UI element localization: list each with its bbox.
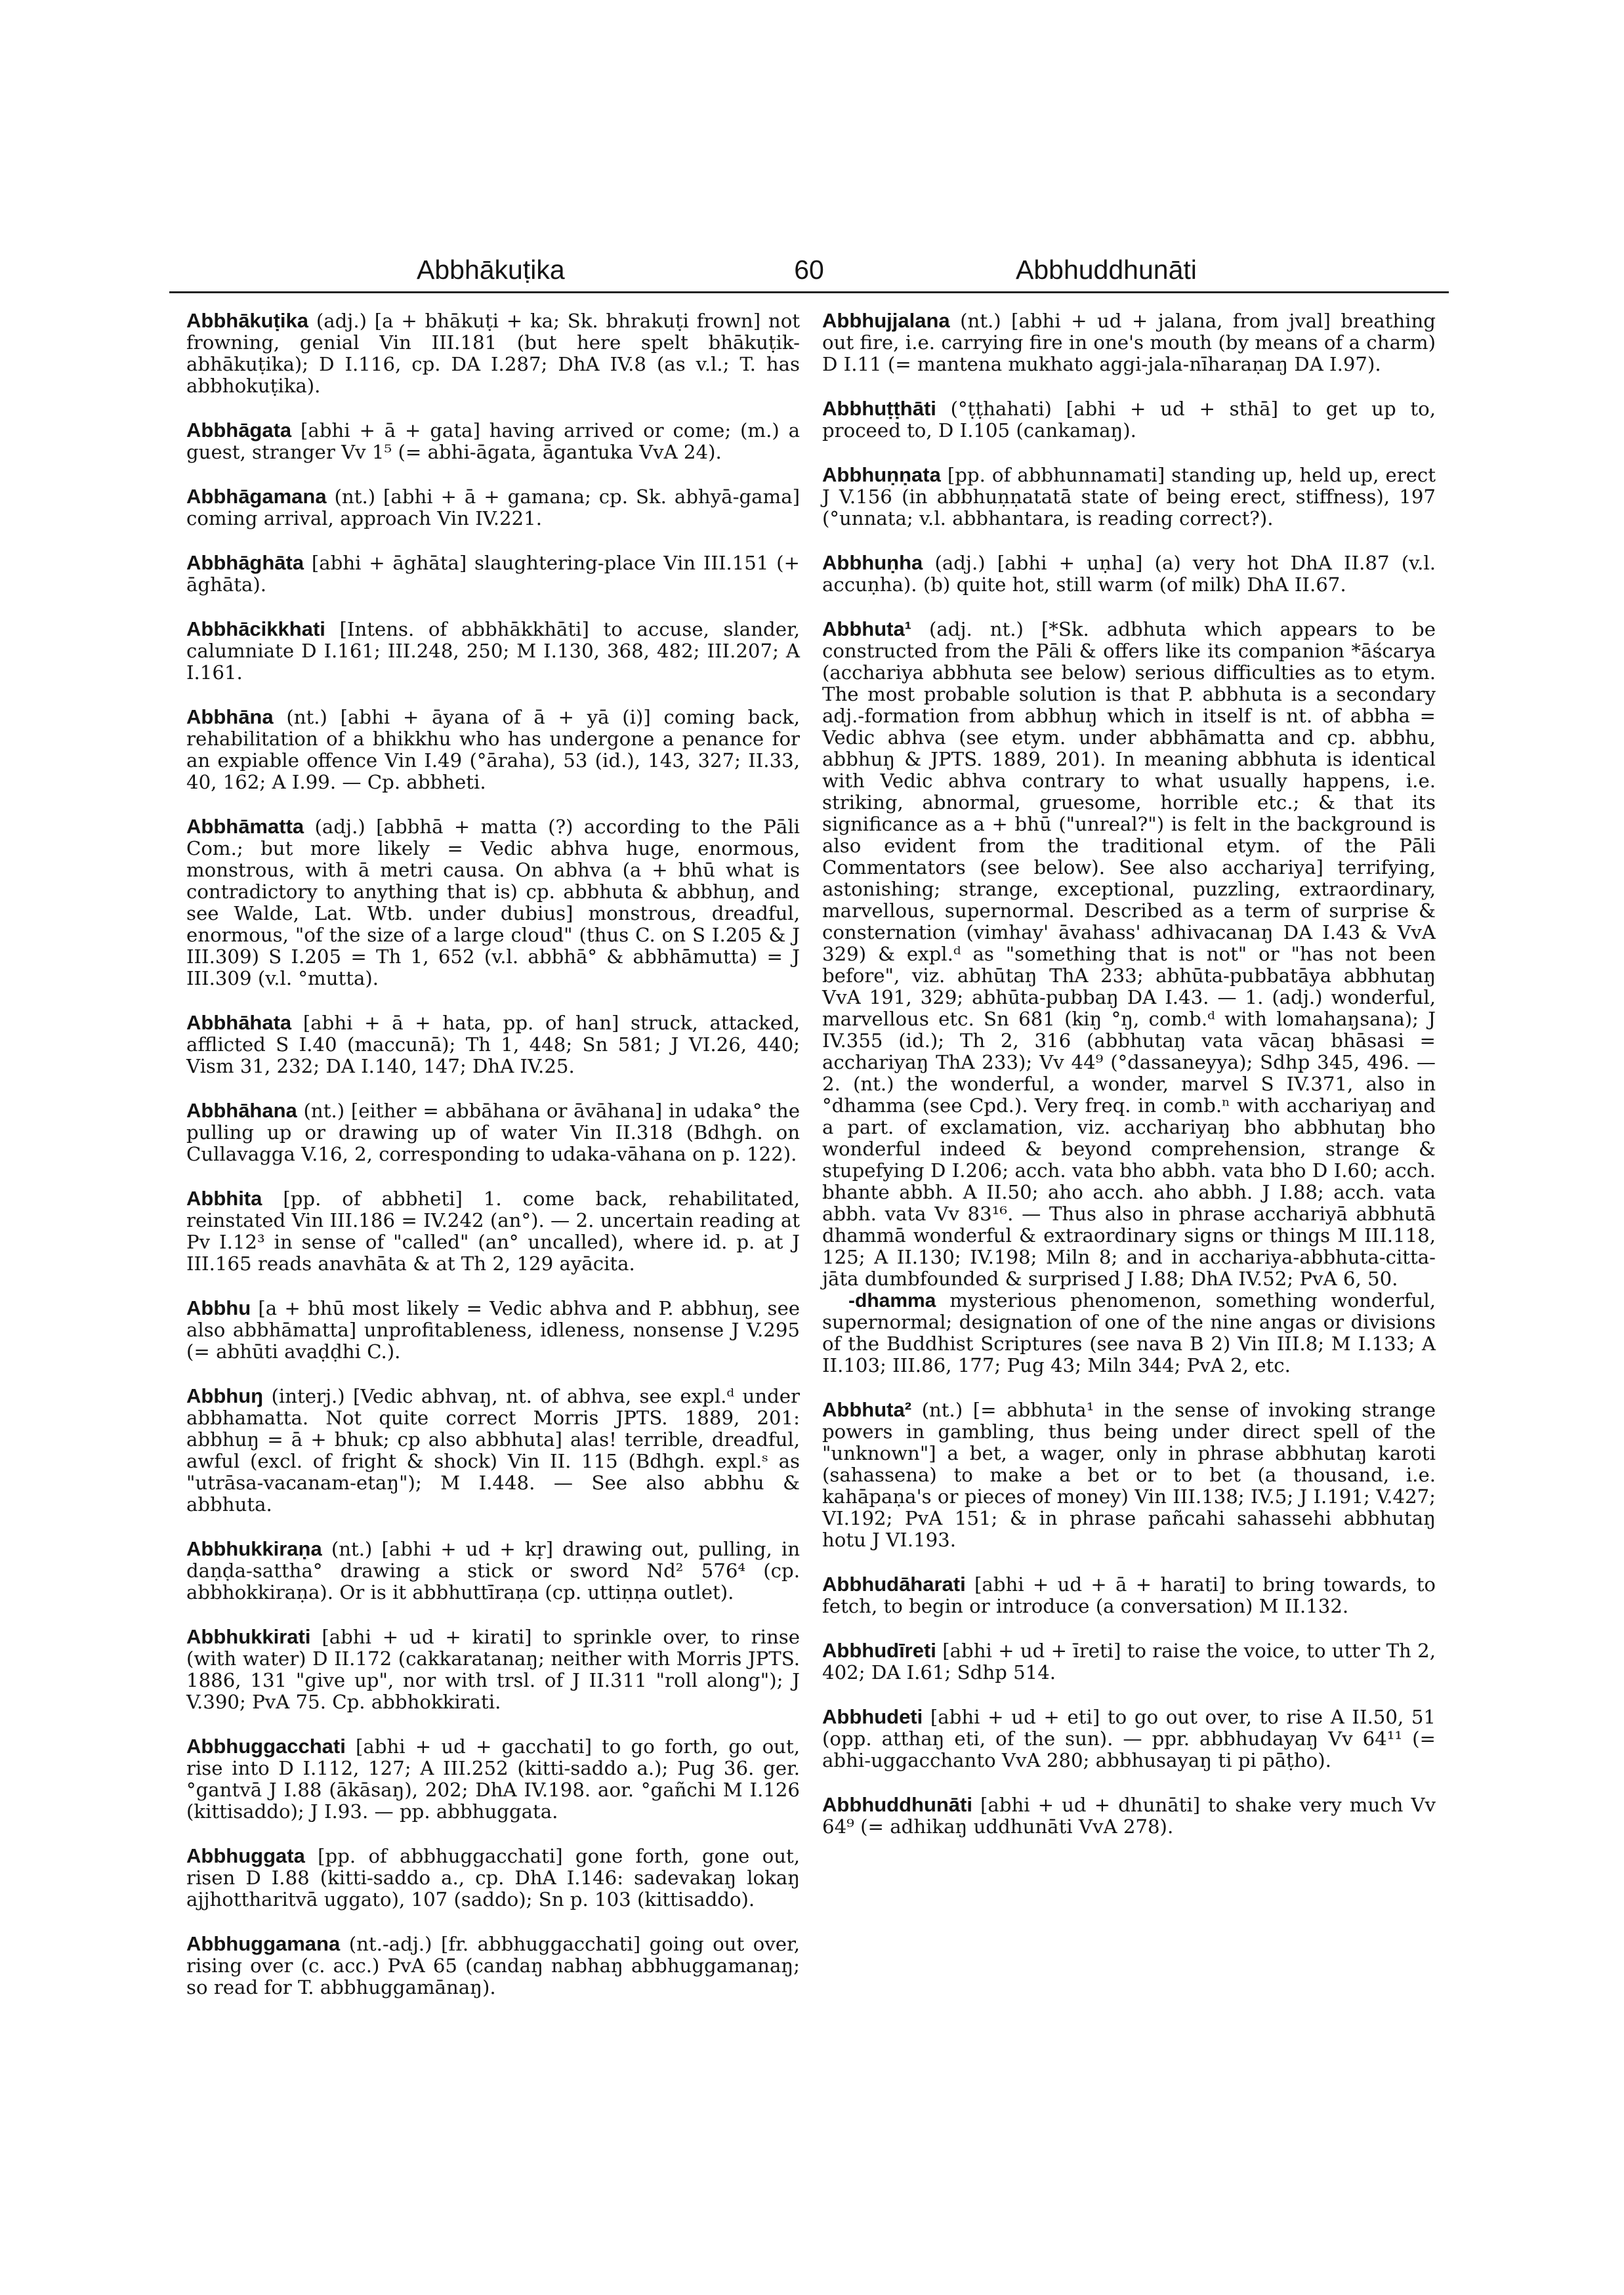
entry-headword: Abbhu [186, 1296, 251, 1319]
entry-text: mysterious phenomenon, something wonderful, supernormal; designation of one of the nine angas or divisions of the Buddhist Scriptures (see nava B 2) Vin III.8; M I.133; A II.103; III.86, 177; Pug 43; Miln 344; PvA 2, etc. [822, 1289, 1436, 1376]
entry-headword: Abbhāghāta [186, 551, 304, 574]
right-column [822, 310, 1436, 1860]
dictionary-entry [822, 398, 1436, 442]
entry-headword: Abbhudāharati [822, 1573, 966, 1596]
dictionary-entry [822, 552, 1436, 596]
entry-text: (nt.) [= abbhuta¹ in the sense of invoking strange powers in gambling, thus being under direct spell of the "unknown"] a bet, a wager, only in phrase abbhutaŋ karoti (sahassena) to make a bet or to bet (a thousand, i.e. kahāpaṇa's or pieces of money) Vin III.138; IV.5; J I.191; V.427; VI.192; PvA 151; & in phrase pañcahi sahassehi abbhutaŋ hotu J VI.193. [822, 1399, 1436, 1551]
entry-text: (nt.) [abhi + āyana of ā + yā (i)] coming back, rehabilitation of a bhikkhu who has undergone a penance for an expiable offence Vin I.49 (°āraha), 53 (id.), 143, 327; II.33, 40, 162; A I.99. — Cp. abbheti. [186, 706, 801, 793]
entry-text: [abhi + ud + kirati] to sprinkle over, to rinse (with water) D II.172 (cakkaratanaŋ; neither with Morris JPTS. 1886, 131 "give up", nor with trsl. of J II.311 "roll along"); J V.390; PvA 75. Cp. abbhokkirati. [186, 1626, 800, 1713]
dictionary-entry [822, 1399, 1436, 1551]
entry-headword: Abbhācikkhati [186, 617, 325, 640]
entry-text: [abhi + ud + ā + harati] to bring towards, to fetch, to begin or introduce (a conversation) M II.132. [822, 1573, 1436, 1617]
dictionary-entry [186, 1297, 800, 1363]
entry-headword: Abbhuṇṇata [822, 463, 941, 486]
entry-headword: Abbhukkirati [186, 1625, 311, 1648]
subentry-headword: -dhamma [848, 1290, 936, 1312]
entry-text: [abhi + ud + īreti] to raise the voice, to utter Th 2, 402; DA I.61; Sdhp 514. [822, 1640, 1436, 1684]
entry-headword: Abbhudīreti [822, 1639, 936, 1662]
dictionary-entry [186, 1626, 800, 1713]
dictionary-subentry [822, 1290, 1436, 1376]
entry-headword: Abbhāmatta [186, 815, 304, 838]
dictionary-entry [186, 1933, 800, 1998]
entry-text: [abhi + ā + hata, pp. of han] struck, attacked, afflicted S I.40 (maccunā); Th 1, 448; Sn 581; J VI.26, 440; Vism 31, 232; DA I.140, 147; DhA IV.25. [186, 1012, 801, 1077]
entry-headword: Abbhuṭṭhāti [822, 397, 936, 420]
dictionary-entry [186, 1845, 800, 1911]
dictionary-entry [822, 1573, 1436, 1617]
entry-text: [abhi + ud + gacchati] to go forth, go out, rise into D I.112, 127; A III.252 (kitti-saddo a.); Pug 36. ger. °gantvā J I.88 (ākāsaŋ), 202; DhA IV.198. aor. °gañchi M I.126 (kittisaddo); J I.93. — pp. abbhuggata. [186, 1735, 800, 1823]
dictionary-entry [822, 1794, 1436, 1838]
right-guide-word: Abbhuddhunāti [1016, 255, 1197, 285]
entry-text: (adj.) [abbhā + matta (?) according to the Pāli Com.; but more likely = Vedic abhva huge, enormous, monstrous, with ā metri causa. On abhva (a + bhū what is contradictory to anything that is) cp. abbhuta & abbhuŋ, and see Walde, Lat. Wtb. under dubius] monstrous, dreadful, enormous, "of the size of a large cloud" (thus C. on S I.205 & J III.309) S I.205 = Th 1, 652 (v.l. abbhā° & abbhāmutta) = J III.309 (v.l. °mutta). [186, 816, 801, 989]
entry-text: [Intens. of abbhākkhāti] to accuse, slander, calumniate D I.161; III.248, 250; M I.130, 368, 482; III.207; A I.161. [186, 618, 800, 684]
dictionary-entry [186, 816, 800, 989]
dictionary-entry [186, 419, 800, 463]
entry-text: [pp. of abbhunnamati] standing up, held up, erect J V.156 (in abbhuṇṇatatā state of being erect, stiffness), 197 (°unnata; v.l. abbhantara, is reading correct?). [822, 464, 1436, 529]
dictionary-entry [186, 552, 800, 596]
entry-text: (°ṭṭhahati) [abhi + ud + sthā] to get up to, proceed to, D I.105 (cankamaŋ). [822, 398, 1436, 442]
entry-headword: Abbhuggata [186, 1844, 305, 1867]
entry-text: (interj.) [Vedic abhvaŋ, nt. of abhva, see expl.ᵈ under abbhamatta. Not quite correct Morris JPTS. 1889, 201: abbhuŋ = ā + bhuk; cp also abbhuta] alas! terrible, dreadful, awful (excl. of fright & shock) Vin II. 115 (Bdhgh. expl.ˢ as "utrāsa-vacanam-etaŋ"); M I.448. — See also abbhu & abbhuta. [186, 1385, 800, 1516]
left-guide-word: Abbhākuṭika [417, 255, 565, 285]
dictionary-entry [822, 618, 1436, 1290]
entry-headword: Abbhuggamana [186, 1932, 341, 1955]
dictionary-entry [822, 464, 1436, 529]
entry-headword: Abbhuddhunāti [822, 1793, 972, 1816]
entry-headword: Abbhuṇha [822, 551, 923, 574]
dictionary-entry [186, 618, 800, 684]
dictionary-entry [822, 1706, 1436, 1771]
entry-headword: Abbhāhana [186, 1099, 297, 1122]
running-header [169, 255, 1449, 289]
entry-headword: Abbhita [186, 1187, 262, 1210]
dictionary-entry [186, 1735, 800, 1823]
dictionary-entry [822, 1640, 1436, 1684]
entry-text: [pp. of abbhuggacchati] gone forth, gone out, risen D I.88 (kitti-saddo a., cp. DhA I.146: sadevakaŋ lokaŋ ajjhottharitvā uggato), 107 (saddo); Sn p. 103 (kittisaddo). [186, 1845, 801, 1911]
dictionary-entry [186, 1100, 800, 1165]
left-column [186, 310, 800, 2021]
entry-text: (nt.-adj.) [fr. abbhuggacchati] going out over, rising over (c. acc.) PvA 65 (candaŋ nabhaŋ abbhuggamanaŋ; so read for T. abbhuggamānaŋ). [186, 1933, 800, 1998]
entry-text: [abhi + ā + gata] having arrived or come; (m.) a guest, stranger Vv 1⁵ (= abhi-āgata, āgantuka VvA 24). [186, 419, 800, 463]
entry-headword: Abbhukkiraṇa [186, 1537, 322, 1560]
entry-headword: Abbhāna [186, 705, 274, 728]
entry-headword: Abbhuggacchati [186, 1735, 346, 1758]
entry-text: [abhi + ud + eti] to go out over, to rise A II.50, 51 (opp. atthaŋ eti, of the sun). — ppr. abbhudayaŋ Vv 64¹¹ (= abhi-uggacchanto VvA 280; abbhusayaŋ ti pi pāṭho). [822, 1706, 1436, 1771]
entry-headword: Abbhuta¹ [822, 617, 912, 640]
entry-text: (adj.) [a + bhākuṭi + ka; Sk. bhrakuṭi frown] not frowning, genial Vin III.181 (but here spelt bhākuṭik-abhākuṭika); D I.116, cp. DA I.287; DhA IV.8 (as v.l.; T. has abbhokuṭika). [186, 310, 800, 397]
header-rule [169, 291, 1449, 293]
entry-headword: Abbhāgata [186, 419, 292, 442]
dictionary-entry [186, 1188, 800, 1275]
entry-text: (nt.) [abhi + ā + gamana; cp. Sk. abhyā-gama] coming arrival, approach Vin IV.221. [186, 486, 801, 529]
entry-headword: Abbhāhata [186, 1011, 292, 1034]
entry-headword: Abbhuŋ [186, 1384, 264, 1407]
entry-text: [abhi + ud + dhunāti] to shake very much Vv 64⁹ (= adhikaŋ uddhunāti VvA 278). [822, 1794, 1436, 1838]
entry-headword: Abbhuta² [822, 1398, 912, 1421]
dictionary-entry [186, 706, 800, 793]
dictionary-entry [186, 486, 800, 529]
entry-headword: Abbhudeti [822, 1705, 923, 1728]
entry-headword: Abbhākuṭika [186, 309, 309, 332]
entry-text: [a + bhū most likely = Vedic abhva and P. abbhuŋ, see also abbhāmatta] unprofitableness, idleness, nonsense J V.295 (= abhūti avaḍḍhi C.). [186, 1297, 800, 1363]
dictionary-entry [186, 1012, 800, 1077]
entry-text: (adj. nt.) [*Sk. adbhuta which appears to be constructed from the Pāli & offers like its companion *āścarya (acchariya abbhuta see below) serious difficulties as to etym. The most probable solution is that P. abbhuta is a secondary adj.-formation from abbhuŋ which in itself is nt. of abbha = Vedic abhva (see etym. under abbhāmatta and cp. abbhu, abbhuŋ & JPTS. 1889, 201). In meaning abbhuta is identical with Vedic abhva contrary to what usually happens, i.e. striking, abnormal, gruesome, horrible etc.; & that its significance as a + bhū ("unreal?") is felt in the background is also evident from the traditional etym. of the Pāli Commentators (see below). See also acchariya] terrifying, astonishing; strange, exceptional, puzzling, extraordinary, marvellous, supernormal. Described as a term of surprise & consternation (vimhay' āvahass' adhivacanaŋ DA I.43 & VvA 329) & expl.ᵈ as "something that is not" or "has not been before", viz. abhūtaŋ ThA 233; abhūta-pubbatāya abbhutaŋ VvA 191, 329; abhūta-pubbaŋ DA I.43. — 1. (adj.) wonderful, marvellous etc. Sn 681 (kiŋ °ŋ, comb.ᵈ with lomahaŋsana); J IV.355 (id.); Th 2, 316 (abbhutaŋ vata vācaŋ bhāsasi = acchariyaŋ ThA 233); Vv 44⁹ (°dassaneyya); Sdhp 345, 496. — 2. (nt.) the wonderful, a wonder, marvel S IV.371, also in °dhamma (see Cpd.). Very freq. in comb.ⁿ with acchariyaŋ and a part. of exclamation, viz. acchariyaŋ bho abbhutaŋ bho wonderful indeed & beyond comprehension, strange & stupefying D I.206; acch. vata bho abbh. vata bho D I.60; acch. bhante abbh. A II.50; aho acch. aho abbh. J I.88; acch. vata abbh. vata Vv 83¹⁶. — Thus also in phrase acchariyā abbhutā dhammā wonderful & extraordinary signs or things M III.118, 125; A II.130; IV.198; Miln 8; and in acchariya-abbhuta-citta-jāta dumbfounded & surprised J I.88; DhA IV.52; PvA 6, 50. [822, 618, 1436, 1290]
dictionary-entry [822, 310, 1436, 375]
entry-text: (nt.) [either = abbāhana or āvāhana] in udaka° the pulling up or drawing up of water Vin II.318 (Bdhgh. on Cullavagga V.16, 2, corresponding to udaka-vāhana on p. 122). [186, 1100, 800, 1165]
entry-text: (nt.) [abhi + ud + kṛ] drawing out, pulling, in daṇḍa-sattha° drawing a stick or sword Nd² 576⁴ (cp. abbhokkiraṇa). Or is it abbhuttīraṇa (cp. uttiṇṇa outlet). [186, 1538, 800, 1603]
entry-headword: Abbhujjalana [822, 309, 950, 332]
entry-text: (adj.) [abhi + uṇha] (a) very hot DhA II.87 (v.l. accuṇha). (b) quite hot, still warm (of milk) DhA II.67. [822, 552, 1436, 596]
page-number: 60 [794, 255, 824, 285]
entry-text: [abhi + āghāta] slaughtering-place Vin III.151 (+ āghāta). [186, 552, 800, 596]
entry-text: (nt.) [abhi + ud + jalana, from jval] breathing out fire, i.e. carrying fire in one's mouth (by means of a charm) D I.11 (= mantena mukhato aggi-jala-nīharaṇaŋ DA I.97). [822, 310, 1436, 375]
dictionary-entry [186, 1538, 800, 1603]
dictionary-entry [186, 1385, 800, 1516]
entry-text: [pp. of abbheti] 1. come back, rehabilitated, reinstated Vin III.186 = IV.242 (an°). — 2. uncertain reading at Pv I.12³ in sense of "called" (an° uncalled), where id. p. at J III.165 reads anavhāta & at Th 2, 129 ayācita. [186, 1188, 800, 1275]
dictionary-entry [186, 310, 800, 397]
entry-headword: Abbhāgamana [186, 485, 327, 508]
